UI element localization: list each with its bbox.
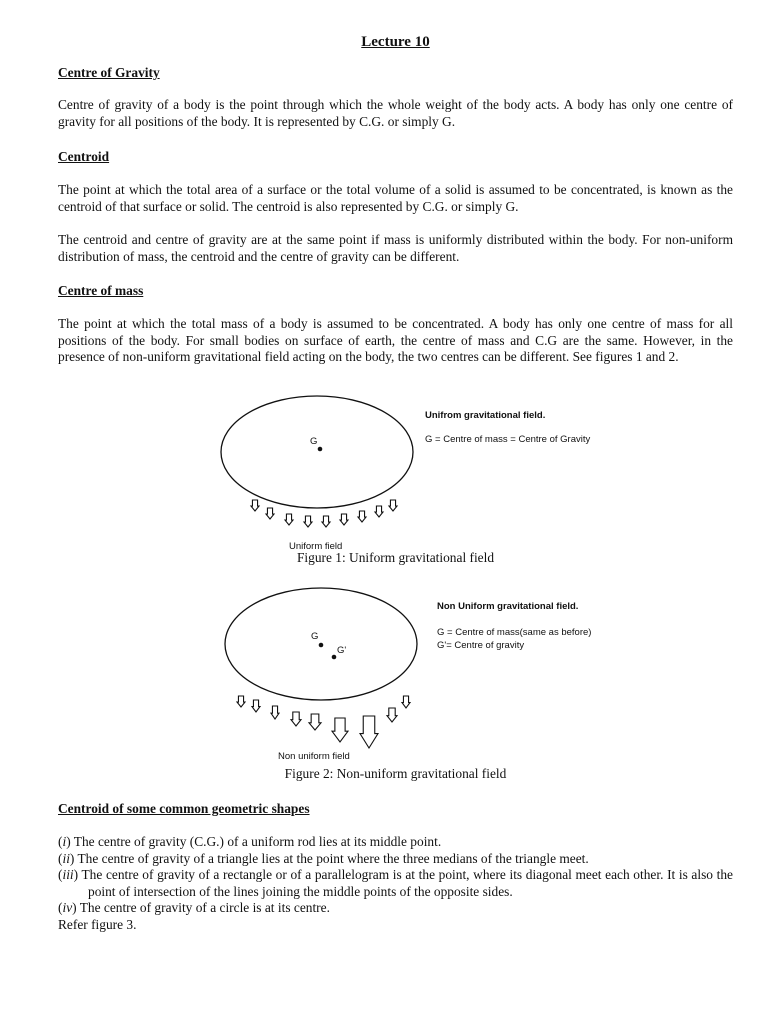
refer-figure-3: Refer figure 3. [58, 916, 137, 932]
heading-centroid: Centroid [58, 149, 110, 164]
field-arrow-1 [237, 696, 245, 707]
field-arrow-9 [389, 500, 397, 511]
field-arrow-6 [340, 514, 348, 525]
nonuniform-field-g-definition: G = Centre of mass(same as before) [437, 627, 592, 638]
shape-item-rod: (i) The centre of gravity (C.G.) of a uniform rod lies at its middle point. [58, 834, 442, 849]
point-g-label: G [310, 436, 318, 447]
uniform-body-ellipse [221, 396, 413, 508]
centre-of-mass-point-g [319, 643, 324, 648]
uniform-field-label: Uniform field [289, 541, 343, 552]
nonuniform-field-g-prime-definition: G'= Centre of gravity [437, 640, 525, 651]
figure-2-caption: Figure 2: Non-uniform gravitational field [284, 766, 507, 781]
field-arrow-3 [271, 706, 279, 719]
field-arrow-5 [322, 516, 330, 527]
heading-centre-of-mass: Centre of mass [58, 283, 144, 298]
nonuniform-field-title: Non Uniform gravitational field. [437, 601, 579, 612]
heading-centre-of-gravity: Centre of Gravity [58, 65, 160, 80]
uniform-field-arrows [251, 500, 397, 527]
paragraph-centroid-1: The point at which the total area of a surface or the total volume of a solid is assumed to be concentrated, is known as the centroid of that surface or solid. The centroid is also represented by C.G. or simply G. [58, 182, 733, 214]
field-arrow-7 [358, 511, 366, 522]
field-arrow-2 [266, 508, 274, 519]
field-arrow-2 [252, 700, 260, 712]
paragraph-centroid-2: The centroid and centre of gravity are at the same point if mass is uniformly distributed within the body. For non-uniform distribution of mass, the centroid and the centre of gravity can be different. [58, 232, 733, 264]
paragraph-centre-of-gravity: Centre of gravity of a body is the point through which the whole weight of the body acts. A body has only one centre of gravity for all positions of the body. It is represented by C.G. or simply G. [58, 97, 733, 129]
field-arrow-7 [360, 716, 378, 748]
uniform-field-equation: G = Centre of mass = Centre of Gravity [425, 434, 591, 445]
heading-geometric-shapes: Centroid of some common geometric shapes [58, 801, 310, 816]
shape-item-rectangle: (iii) The centre of gravity of a rectangle or of a parallelogram is at the point, where its diagonal meet each other. It is also the point of intersection of the lines joining the middle points of the opposite sides. [58, 867, 733, 899]
nonuniform-field-label: Non uniform field [278, 751, 350, 762]
field-arrow-1 [251, 500, 259, 511]
field-arrow-5 [309, 714, 321, 730]
centre-of-gravity-point-g-prime [332, 655, 337, 660]
paragraph-centre-of-mass: The point at which the total mass of a body is assumed to be concentrated. A body has only one centre of mass for all positions of the body. For small bodies on surface of earth, the centre of mass and C.G are the same. However, in the presence of non-uniform gravitational field acting on the body, the two centres can be different. See figures 1 and 2. [58, 316, 733, 364]
field-arrow-4 [304, 516, 312, 527]
figure-1 [58, 390, 733, 570]
field-arrow-8 [375, 506, 383, 517]
shape-item-circle: (iv) The centre of gravity of a circle is at its centre. [58, 900, 330, 915]
centre-point-g [318, 447, 323, 452]
nonuniform-field-arrows [237, 696, 410, 748]
field-arrow-8 [387, 708, 397, 722]
shapes-list [58, 834, 733, 933]
figure-1-drawing [58, 390, 733, 570]
shape-item-triangle: (ii) The centre of gravity of a triangle lies at the point where the three medians of the triangle meet. [58, 850, 589, 866]
field-arrow-9 [402, 696, 410, 708]
uniform-field-title: Unifrom gravitational field. [425, 410, 546, 421]
field-arrow-6 [332, 718, 348, 742]
field-arrow-4 [291, 712, 301, 726]
point-g-label: G [311, 631, 319, 642]
page-title: Lecture 10 [361, 34, 430, 50]
figure-2 [58, 584, 733, 784]
field-arrow-3 [285, 514, 293, 525]
figure-1-caption: Figure 1: Uniform gravitational field [296, 550, 495, 565]
figure-2-drawing [58, 584, 733, 784]
point-g-prime-label: G' [337, 645, 347, 656]
